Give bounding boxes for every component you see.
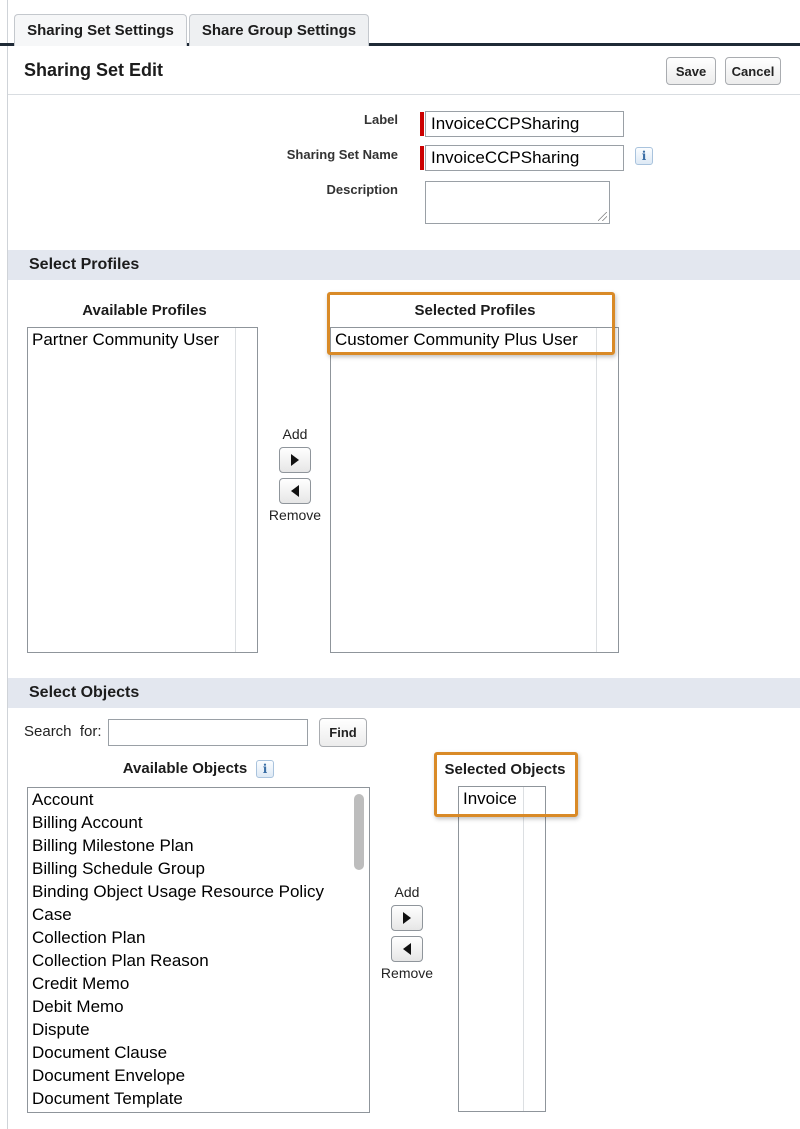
scrollbar-thumb[interactable] [354, 794, 364, 870]
add-profile-button[interactable] [279, 447, 311, 473]
description-textarea[interactable] [425, 181, 610, 224]
find-button[interactable]: Find [319, 718, 367, 747]
list-item[interactable]: Billing Milestone Plan [32, 836, 194, 855]
info-icon[interactable]: i [256, 760, 274, 778]
remove-label: Remove [380, 965, 434, 981]
tab-share-group-settings[interactable]: Share Group Settings [189, 14, 369, 46]
arrow-right-icon [403, 912, 411, 924]
list-item[interactable]: Binding Object Usage Resource Policy [32, 882, 324, 901]
scrollbar[interactable] [523, 787, 545, 1111]
list-item[interactable]: Collection Plan Reason [32, 951, 209, 970]
scrollbar[interactable] [235, 328, 257, 652]
list-item[interactable]: Collection Plan [32, 928, 146, 947]
tab-sharing-set-settings[interactable]: Sharing Set Settings [14, 14, 187, 46]
label-field-label: Label [364, 112, 398, 127]
add-label: Add [394, 884, 420, 900]
list-item[interactable]: Case [32, 905, 72, 924]
list-item[interactable]: Debit Memo [32, 997, 124, 1016]
arrow-right-icon [291, 454, 299, 466]
tab-bar [0, 0, 800, 46]
cancel-button[interactable]: Cancel [725, 57, 781, 85]
list-item[interactable]: Partner Community User [32, 330, 220, 349]
required-indicator [420, 112, 424, 136]
select-objects-section-header: Select Objects [8, 678, 800, 708]
list-item[interactable]: Dispute [32, 1020, 90, 1039]
resize-grip-icon[interactable] [598, 212, 607, 221]
available-profiles-label: Available Profiles [82, 302, 207, 319]
selected-profiles-label: Selected Profiles [414, 302, 536, 319]
selected-profiles-list[interactable] [330, 327, 619, 653]
header-divider [8, 94, 800, 95]
info-icon[interactable]: i [635, 147, 653, 165]
scrollbar[interactable] [349, 788, 369, 1112]
list-item[interactable]: Billing Account [32, 813, 143, 832]
selected-objects-list[interactable] [458, 786, 546, 1112]
label-input[interactable]: InvoiceCCPSharing [425, 111, 624, 137]
remove-profile-button[interactable] [279, 478, 311, 504]
add-label: Add [282, 426, 308, 442]
arrow-left-icon [291, 485, 299, 497]
sharing-set-name-field-label: Sharing Set Name [286, 147, 398, 162]
list-item[interactable]: Document Template [32, 1089, 183, 1108]
required-indicator [420, 146, 424, 170]
list-item[interactable]: Credit Memo [32, 974, 130, 993]
save-button[interactable]: Save [666, 57, 716, 85]
list-item[interactable]: Document Envelope [32, 1066, 186, 1085]
list-item[interactable]: Invoice [463, 789, 517, 808]
select-profiles-section-header: Select Profiles [8, 250, 800, 280]
list-item[interactable]: Billing Schedule Group [32, 859, 205, 878]
description-field-label: Description [326, 182, 398, 197]
list-item[interactable]: Account [32, 790, 94, 809]
available-objects-list[interactable] [27, 787, 370, 1113]
arrow-left-icon [403, 943, 411, 955]
scrollbar[interactable] [596, 328, 618, 652]
available-objects-label: Available Objects [122, 760, 248, 777]
search-label: Search for: [24, 723, 102, 740]
list-item[interactable]: Document Clause [32, 1043, 168, 1062]
add-object-button[interactable] [391, 905, 423, 931]
remove-object-button[interactable] [391, 936, 423, 962]
search-input[interactable] [108, 719, 308, 746]
sharing-set-name-input[interactable]: InvoiceCCPSharing [425, 145, 624, 171]
page-title: Sharing Set Edit [24, 60, 164, 80]
list-item[interactable]: Customer Community Plus User [335, 330, 578, 349]
remove-label: Remove [268, 507, 322, 523]
selected-objects-label: Selected Objects [444, 761, 566, 778]
available-profiles-list[interactable] [27, 327, 258, 653]
